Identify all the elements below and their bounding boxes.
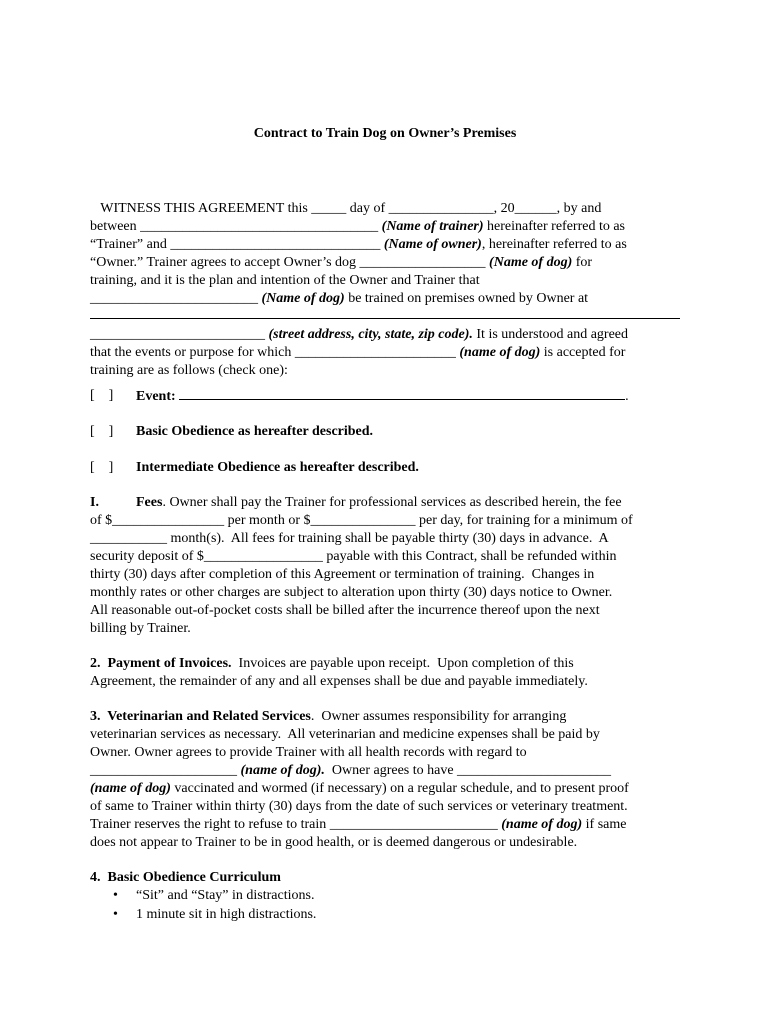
- fees-line-3: [90, 530, 609, 548]
- vet-text: veterinarian services as necessary. All veterinarian and medicine expenses shall be paid by: [90, 727, 600, 742]
- intro-line-4: [90, 254, 592, 272]
- dog-name-label: (name of dog): [501, 817, 583, 832]
- document-title: Contract to Train Dog on Owner’s Premises: [253, 126, 517, 141]
- fees-line-1b: [136, 494, 622, 512]
- intermediate-obedience-checkbox[interactable]: [ ]: [90, 460, 114, 475]
- intro-text: WITNESS THIS AGREEMENT this _____ day of _______________, 20______, by and: [90, 201, 602, 216]
- intro-text: “Trainer” and ______________________________: [90, 237, 384, 252]
- fees-text: All reasonable out-of-pocket costs shall be billed after the incurrence thereof upon the next: [90, 603, 600, 618]
- vet-line-3: [90, 744, 527, 762]
- vet-line-6: [90, 798, 628, 816]
- vet-line-5: [90, 780, 629, 798]
- intro-text: between __________________________________: [90, 219, 382, 234]
- intro-text: training, and it is the plan and intention of the Owner and Trainer that: [90, 273, 480, 288]
- dog-name-label: (name of dog).: [240, 763, 325, 778]
- intro-line-6: [90, 290, 588, 308]
- dog-name-label: (name of dog): [459, 345, 541, 360]
- address-label: (street address, city, state, zip code).: [268, 327, 473, 342]
- intro-text: is accepted for: [540, 345, 626, 360]
- fees-line-4: [90, 548, 616, 566]
- fees-line-5: [90, 566, 594, 584]
- trainer-name-label: (Name of trainer): [381, 219, 484, 234]
- fees-line-6: [90, 584, 612, 602]
- invoices-line-2: [90, 673, 588, 691]
- intro-line-8: [90, 344, 625, 362]
- dog-name-label: (Name of dog): [489, 255, 573, 270]
- event-label: Event:: [136, 389, 176, 404]
- vet-text: vaccinated and wormed (if necessary) on a regular schedule, and to present proof: [170, 781, 629, 796]
- event-option: [136, 387, 629, 406]
- intro-text: , hereinafter referred to as: [481, 237, 627, 252]
- section-number: I.: [90, 495, 99, 510]
- intro-text: _________________________: [90, 327, 269, 342]
- intro-line-7: [90, 326, 628, 344]
- intermediate-obedience-label: Intermediate Obedience as hereafter described.: [136, 460, 419, 475]
- invoices-line-1: [90, 655, 574, 673]
- fees-text: . Owner shall pay the Trainer for professional services as described herein, the fee: [162, 495, 622, 510]
- bullet-icon: •: [113, 907, 118, 922]
- intro-line-1: [90, 200, 601, 218]
- fees-line-1: [90, 494, 99, 512]
- vet-text: . Owner assumes responsibility for arranging: [310, 709, 567, 724]
- dog-name-label: (name of dog): [90, 781, 171, 796]
- event-period: .: [625, 389, 629, 404]
- vet-text: of same to Trainer within thirty (30) days from the date of such services or veterinary treatment.: [90, 799, 628, 814]
- dog-name-label: (Name of dog): [261, 291, 345, 306]
- fees-heading: Fees: [136, 495, 163, 510]
- invoices-text: Agreement, the remainder of any and all expenses shall be due and payable immediately.: [90, 674, 588, 689]
- fees-text: monthly rates or other charges are subject to alteration upon thirty (30) days notice to Owner.: [90, 585, 613, 600]
- fees-line-7: [90, 602, 600, 620]
- intro-text: for: [572, 255, 593, 270]
- vet-line-4: [90, 762, 611, 780]
- owner-name-label: (Name of owner): [383, 237, 482, 252]
- intro-text: “Owner.” Trainer agrees to accept Owner’s dog __________________: [90, 255, 490, 270]
- fees-text: billing by Trainer.: [90, 621, 191, 636]
- intro-line-9: [90, 362, 288, 380]
- basic-obedience-checkbox[interactable]: [ ]: [90, 424, 114, 439]
- fees-text: of $________________ per month or $_______________ per day, for training for a minimum of: [90, 513, 633, 528]
- vet-line-1: [90, 708, 566, 726]
- vet-text: if same: [582, 817, 627, 832]
- address-blank-line: [90, 318, 680, 319]
- fees-text: ___________ month(s). All fees for training shall be payable thirty (30) days in advance. A: [90, 531, 609, 546]
- intro-text: that the events or purpose for which _______________________: [90, 345, 460, 360]
- bullet-icon: •: [113, 888, 118, 903]
- vet-text: does not appear to Trainer to be in good health, or is deemed dangerous or undesirable.: [90, 835, 578, 850]
- vet-line-8: [90, 834, 577, 852]
- intro-line-5: [90, 272, 480, 290]
- vet-text: Trainer reserves the right to refuse to train ________________________: [90, 817, 502, 832]
- intro-text: ________________________: [90, 291, 262, 306]
- vet-text: Owner agrees to have ______________________: [324, 763, 612, 778]
- intro-line-2: [90, 218, 625, 236]
- curriculum-item: “Sit” and “Stay” in distractions.: [136, 888, 315, 903]
- invoices-text: Invoices are payable upon receipt. Upon completion of this: [231, 656, 574, 671]
- vet-line-2: [90, 726, 600, 744]
- fees-line-2: [90, 512, 633, 530]
- invoices-heading: 2. Payment of Invoices.: [90, 656, 232, 671]
- vet-text: _____________________: [90, 763, 241, 778]
- vet-text: Owner. Owner agrees to provide Trainer with all health records with regard to: [90, 745, 527, 760]
- event-checkbox[interactable]: [ ]: [90, 388, 114, 403]
- intro-text: hereinafter referred to as: [483, 219, 626, 234]
- intro-text: It is understood and agreed: [472, 327, 629, 342]
- vet-line-7: [90, 816, 626, 834]
- intro-text: be trained on premises owned by Owner at: [344, 291, 589, 306]
- fees-text: security deposit of $_________________ payable with this Contract, shall be refunded within: [90, 549, 617, 564]
- intro-line-3: [90, 236, 627, 254]
- event-blank-line: [179, 387, 625, 400]
- fees-text: thirty (30) days after completion of this Agreement or termination of training. Changes in: [90, 567, 595, 582]
- vet-heading: 3. Veterinarian and Related Services: [90, 709, 311, 724]
- fees-line-8: [90, 620, 191, 638]
- basic-obedience-label: Basic Obedience as hereafter described.: [136, 424, 374, 439]
- curriculum-item: 1 minute sit in high distractions.: [136, 907, 317, 922]
- curriculum-heading: 4. Basic Obedience Curriculum: [90, 870, 281, 885]
- intro-text: training are as follows (check one):: [90, 363, 288, 378]
